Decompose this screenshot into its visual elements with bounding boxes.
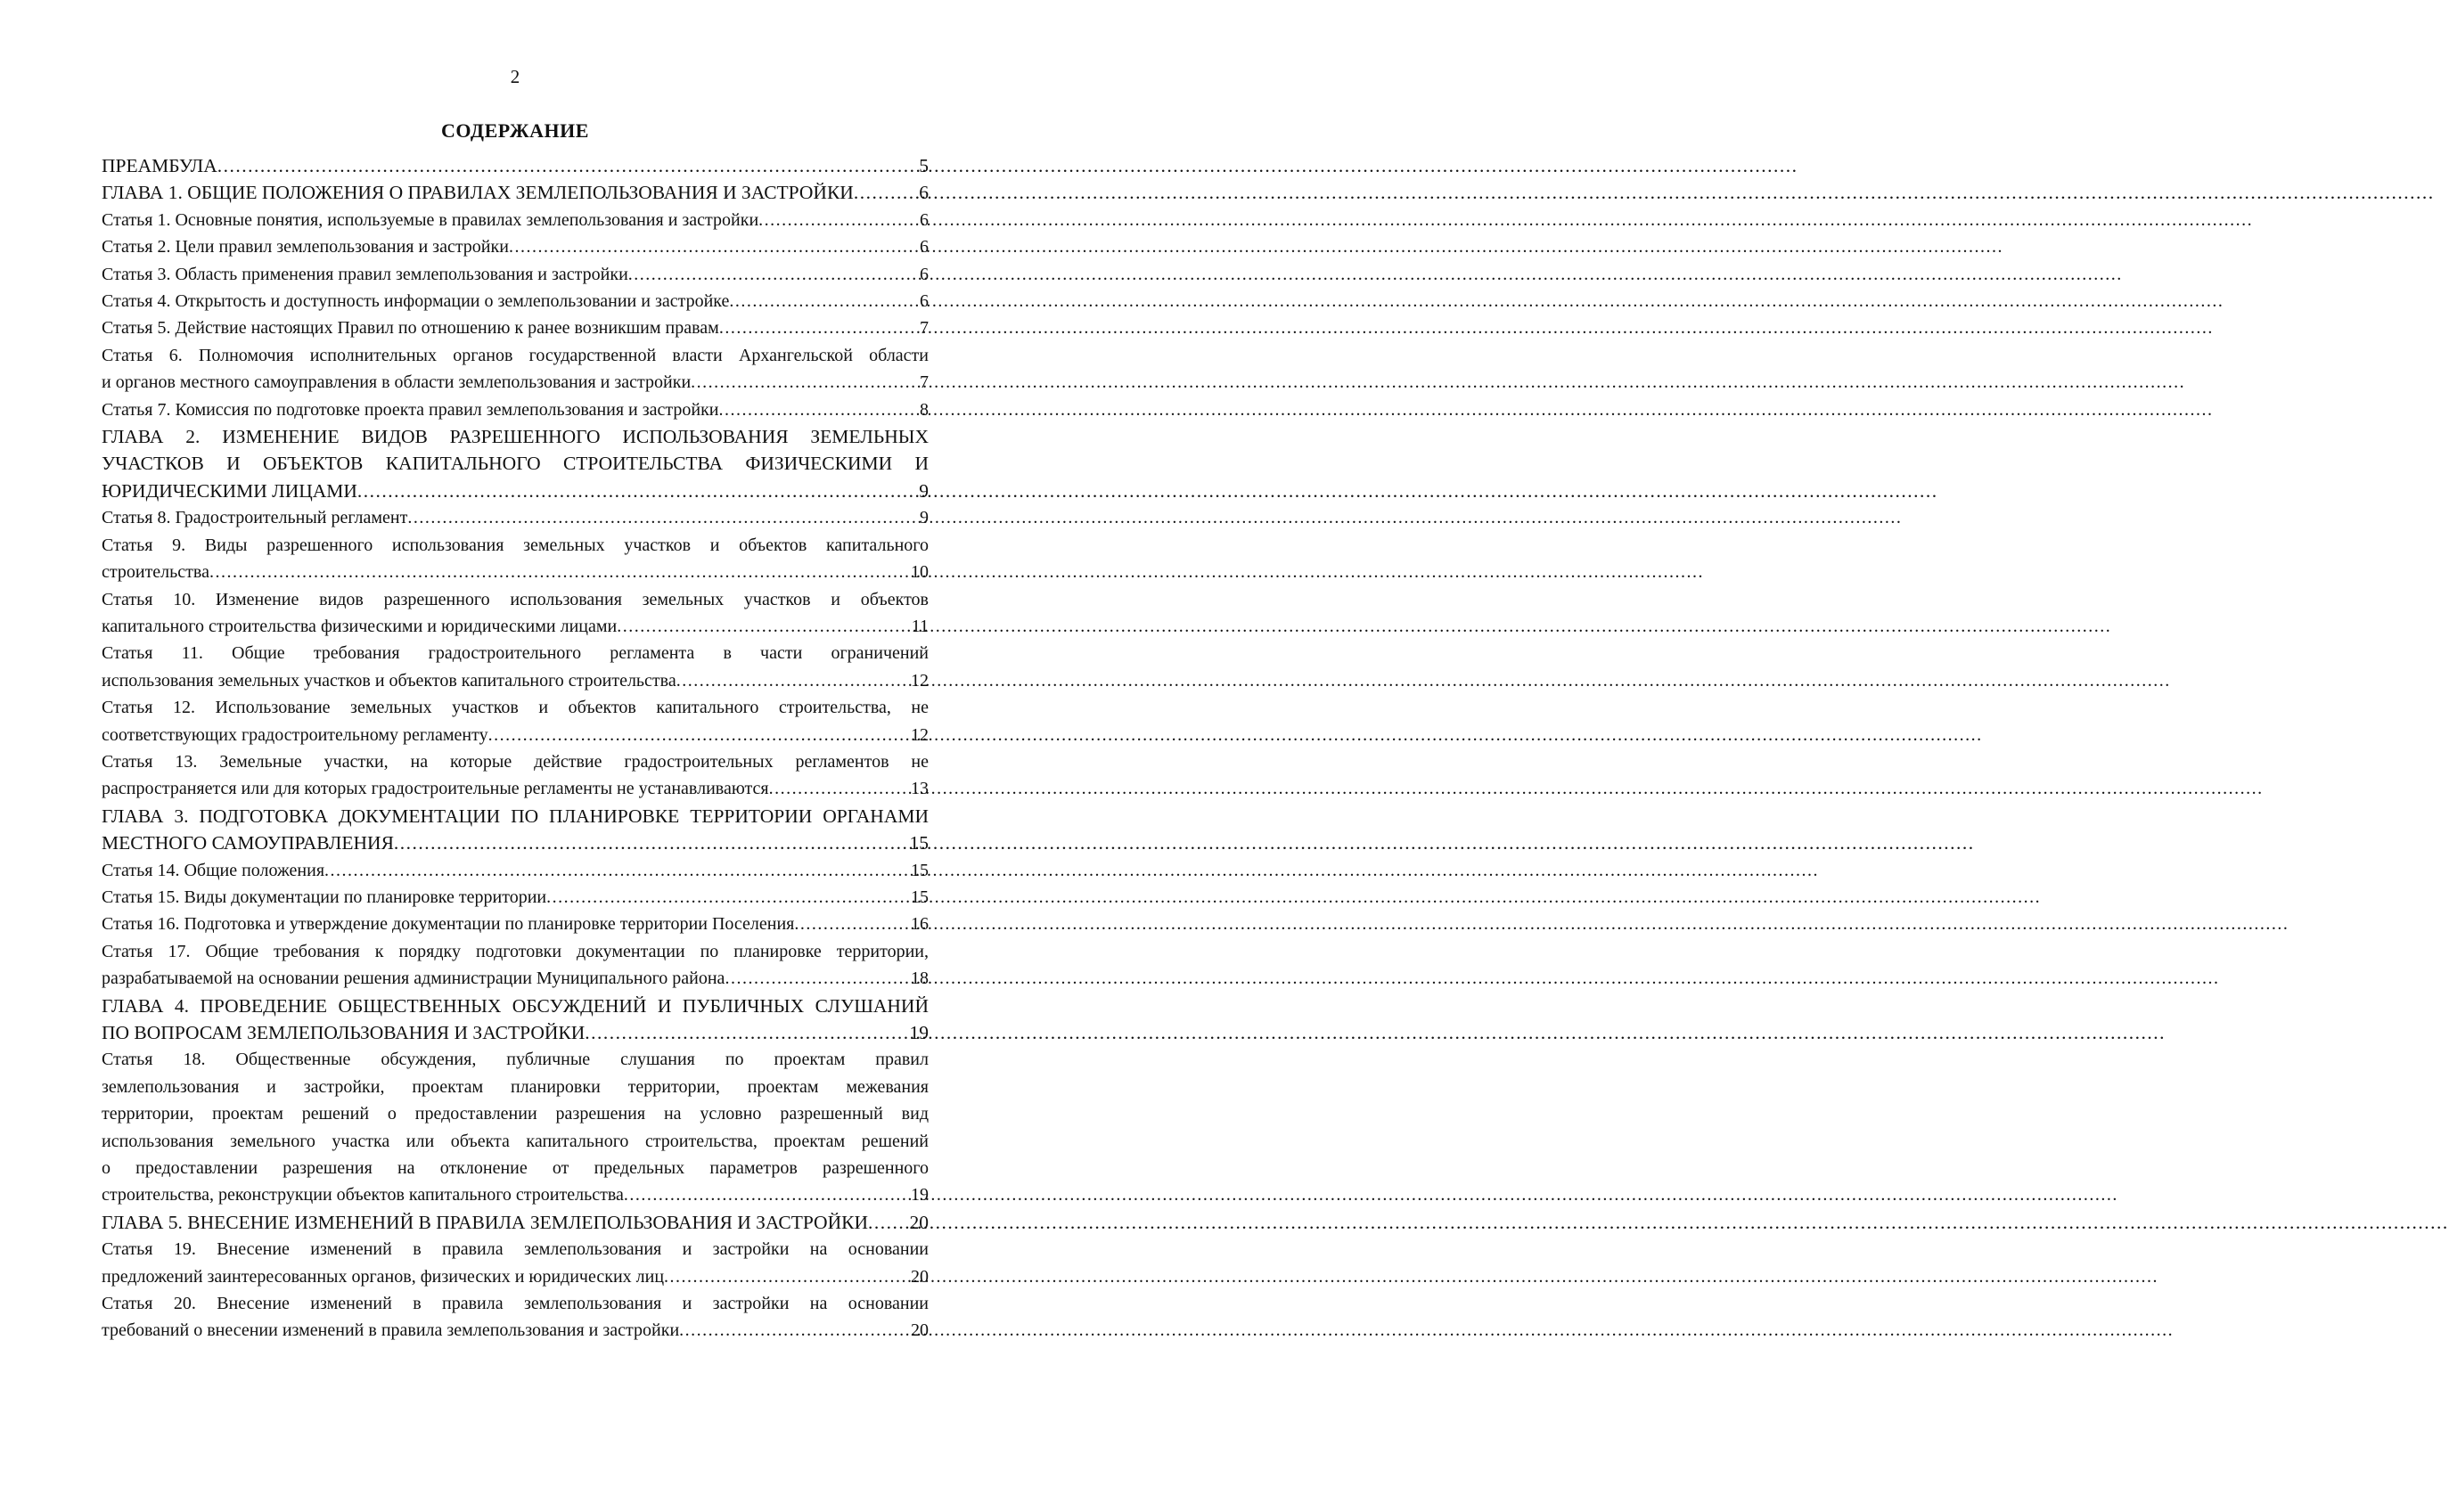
toc-entry-line: Статья 1. Основные понятия, используемые в правилах землепользования и застройки: [102, 209, 759, 230]
toc-dot-leader: [758, 207, 919, 233]
toc-entry-last-line: [102, 1019, 929, 1046]
toc-article-entry[interactable]: [102, 504, 929, 531]
toc-page-number: 5: [919, 155, 929, 176]
toc-entry-last-line: [102, 667, 929, 694]
toc-dot-leader: [679, 1317, 910, 1344]
toc-entry-line: ЮРИДИЧЕСКИМИ ЛИЦАМИ: [102, 479, 357, 502]
toc-entry-line: капитального строительства физическими и юридическими лицами: [102, 616, 618, 636]
table-of-contents: [102, 152, 929, 1344]
toc-article-entry[interactable]: [102, 1290, 929, 1344]
toc-title: СОДЕРЖАНИЕ: [441, 119, 589, 142]
toc-dot-leader: [624, 1181, 910, 1208]
toc-article-entry[interactable]: [102, 586, 929, 641]
toc-entry-line: соответствующих градостроительному регламенту: [102, 724, 488, 745]
toc-page-number: 6: [920, 237, 929, 257]
toc-article-entry[interactable]: [102, 694, 929, 748]
toc-entry-line: ГЛАВА 3. ПОДГОТОВКА ДОКУМЕНТАЦИИ ПО ПЛАНИРОВКЕ ТЕРРИТОРИИ ОРГАНАМИ: [102, 805, 929, 827]
toc-entry-line: Статья 6. Полномочия исполнительных органов государственной власти Архангельской области: [102, 345, 929, 365]
toc-entry-line: Статья 2. Цели правил землепользования и застройки: [102, 237, 509, 257]
toc-entry-line: УЧАСТКОВ И ОБЪЕКТОВ КАПИТАЛЬНОГО СТРОИТЕЛЬСТВА ФИЗИЧЕСКИМИ И: [102, 453, 929, 475]
toc-dot-leader: [217, 152, 918, 179]
toc-entry-line: строительства: [102, 562, 209, 583]
toc-article-entry[interactable]: [102, 233, 929, 260]
toc-entry-line: Статья 15. Виды документации по планировке территории: [102, 887, 547, 907]
toc-article-entry[interactable]: [102, 261, 929, 288]
toc-entry-line: Статья 17. Общие требования к порядку подготовки документации по планировке территории,: [102, 941, 929, 961]
toc-entry-last-line: [102, 911, 929, 937]
toc-entry-last-line: [102, 775, 929, 802]
toc-article-entry[interactable]: [102, 288, 929, 315]
toc-dot-leader: [794, 911, 910, 937]
toc-page-number: 19: [909, 1022, 929, 1043]
toc-entry-line: ПО ВОПРОСАМ ЗЕМЛЕПОЛЬЗОВАНИЯ И ЗАСТРОЙКИ: [102, 1022, 586, 1043]
toc-chapter-entry[interactable]: [102, 179, 929, 206]
toc-dot-leader: [394, 830, 909, 856]
toc-dot-leader: [691, 369, 919, 396]
toc-dot-leader: [324, 857, 910, 884]
toc-article-entry[interactable]: [102, 396, 929, 423]
toc-entry-last-line: [102, 288, 929, 315]
toc-entry-line: Статья 20. Внесение изменений в правила землепользования и застройки на основании: [102, 1294, 929, 1314]
toc-dot-leader: [769, 775, 910, 802]
toc-dot-leader: [546, 884, 910, 911]
toc-page-number: 9: [919, 479, 929, 502]
toc-entry-line: землепользования и застройки, проектам планировки территории, проектам межевания: [102, 1076, 929, 1097]
toc-article-entry[interactable]: [102, 938, 929, 993]
toc-page-number: 7: [920, 318, 929, 339]
toc-page-number: 10: [911, 562, 929, 583]
toc-entry-line: Статья 4. Открытость и доступность информации о землепользовании и застройке: [102, 291, 730, 312]
toc-entry-last-line: [102, 613, 929, 640]
toc-entry-last-line: [102, 369, 929, 396]
toc-chapter-entry[interactable]: [102, 1209, 929, 1236]
toc-dot-leader: [719, 315, 919, 341]
toc-page-number: 15: [911, 887, 929, 907]
toc-dot-leader: [357, 478, 918, 504]
toc-page-number: 6: [920, 209, 929, 230]
toc-page-number: 6: [920, 264, 929, 284]
toc-entry-line: ГЛАВА 2. ИЗМЕНЕНИЕ ВИДОВ РАЗРЕШЕННОГО ИСПОЛЬЗОВАНИЯ ЗЕМЕЛЬНЫХ: [102, 426, 929, 448]
toc-entry-last-line: [102, 722, 929, 748]
toc-page-number: 12: [911, 724, 929, 745]
toc-entry-line: Статья 18. Общественные обсуждения, публичные слушания по проектам правил: [102, 1050, 929, 1070]
toc-entry-line: использования земельного участка или объекта капитального строительства, проектам решений: [102, 1131, 929, 1151]
toc-entry-last-line: [102, 857, 929, 884]
toc-article-entry[interactable]: [102, 1236, 929, 1290]
toc-entry-line: МЕСТНОГО САМОУПРАВЛЕНИЯ: [102, 832, 394, 854]
toc-entry-line: Статья 11. Общие требования градостроительного регламента в части ограничений: [102, 643, 929, 664]
page-number: 2: [510, 66, 520, 87]
toc-dot-leader: [617, 613, 911, 640]
toc-entry-last-line: [102, 1181, 929, 1208]
toc-chapter-entry[interactable]: [102, 152, 929, 179]
toc-entry-line: Статья 16. Подготовка и утверждение документации по планировке территории Поселения: [102, 914, 795, 935]
toc-entry-line: использования земельных участков и объектов капитального строительства: [102, 670, 676, 691]
toc-entry-last-line: [102, 261, 929, 288]
toc-page-number: 12: [911, 670, 929, 691]
toc-article-entry[interactable]: [102, 884, 929, 911]
toc-page-number: 20: [911, 1320, 929, 1341]
toc-article-entry[interactable]: [102, 207, 929, 233]
toc-dot-leader: [407, 504, 919, 531]
toc-dot-leader: [719, 396, 919, 423]
toc-page-number: 9: [920, 508, 929, 528]
toc-article-entry[interactable]: [102, 748, 929, 803]
toc-entry-line: Статья 13. Земельные участки, на которые действие градостроительных регламентов не: [102, 751, 929, 772]
toc-entry-last-line: [102, 478, 929, 504]
toc-page-number: 18: [911, 968, 929, 989]
toc-entry-line: Статья 9. Виды разрешенного использования земельных участков и объектов капитального: [102, 535, 929, 555]
toc-entry-last-line: [102, 233, 929, 260]
toc-dot-leader: [725, 965, 910, 992]
toc-dot-leader: [676, 667, 910, 694]
toc-article-entry[interactable]: [102, 315, 929, 341]
toc-entry-line: требований о внесении изменений в правила землепользования и застройки: [102, 1320, 680, 1341]
toc-article-entry[interactable]: [102, 342, 929, 396]
toc-entry-line: Статья 14. Общие положения: [102, 860, 325, 880]
toc-entry-last-line: [102, 152, 929, 179]
toc-page-number: 6: [920, 291, 929, 312]
toc-entry-line: территории, проектам решений о предоставлении разрешения на условно разрешенный вид: [102, 1104, 929, 1124]
toc-entry-line: о предоставлении разрешения на отклонение от предельных параметров разрешенного: [102, 1158, 929, 1179]
toc-page-number: 8: [920, 399, 929, 420]
toc-article-entry[interactable]: [102, 532, 929, 586]
toc-chapter-entry[interactable]: [102, 423, 929, 504]
toc-page-number: 20: [909, 1211, 929, 1233]
toc-entry-last-line: [102, 559, 929, 585]
toc-entry-line: предложений заинтересованных органов, физических и юридических лиц: [102, 1266, 665, 1287]
toc-page-number: 20: [911, 1266, 929, 1287]
toc-entry-last-line: [102, 884, 929, 911]
toc-page-number: 11: [911, 616, 929, 636]
toc-article-entry[interactable]: [102, 857, 929, 884]
toc-entry-line: ГЛАВА 1. ОБЩИЕ ПОЛОЖЕНИЯ О ПРАВИЛАХ ЗЕМЛЕПОЛЬЗОВАНИЯ И ЗАСТРОЙКИ: [102, 182, 854, 204]
toc-entry-line: ГЛАВА 4. ПРОВЕДЕНИЕ ОБЩЕСТВЕННЫХ ОБСУЖДЕНИЙ И ПУБЛИЧНЫХ СЛУШАНИЙ: [102, 994, 929, 1017]
toc-page-number: 16: [911, 914, 929, 935]
toc-article-entry[interactable]: [102, 1046, 929, 1208]
toc-dot-leader: [209, 559, 910, 585]
toc-dot-leader: [854, 179, 918, 206]
toc-page-number: 19: [911, 1185, 929, 1206]
toc-dot-leader: [488, 722, 910, 748]
toc-dot-leader: [868, 1209, 909, 1236]
toc-entry-last-line: [102, 830, 929, 856]
toc-article-entry[interactable]: [102, 640, 929, 694]
toc-entry-last-line: [102, 1317, 929, 1344]
toc-entry-line: Статья 7. Комиссия по подготовке проекта правил землепользования и застройки: [102, 399, 719, 420]
toc-entry-line: разрабатываемой на основании решения администрации Муниципального района: [102, 968, 725, 989]
toc-entry-line: Статья 8. Градостроительный регламент: [102, 508, 408, 528]
toc-entry-line: строительства, реконструкции объектов капитального строительства: [102, 1185, 624, 1206]
toc-page-number: 15: [911, 860, 929, 880]
toc-page-number: 7: [920, 372, 929, 393]
toc-entry-line: ГЛАВА 5. ВНЕСЕНИЕ ИЗМЕНЕНИЙ В ПРАВИЛА ЗЕМЛЕПОЛЬЗОВАНИЯ И ЗАСТРОЙКИ: [102, 1211, 868, 1233]
toc-entry-last-line: [102, 396, 929, 423]
toc-dot-leader: [509, 233, 919, 260]
toc-page-number: 13: [911, 779, 929, 799]
toc-dot-leader: [729, 288, 919, 315]
toc-entry-last-line: [102, 315, 929, 341]
toc-entry-line: ПРЕАМБУЛА: [102, 155, 217, 176]
toc-entry-line: Статья 19. Внесение изменений в правила землепользования и застройки на основании: [102, 1239, 929, 1260]
toc-entry-line: Статья 5. Действие настоящих Правил по отношению к ранее возникшим правам: [102, 318, 719, 339]
toc-article-entry[interactable]: [102, 911, 929, 937]
toc-entry-last-line: [102, 965, 929, 992]
toc-chapter-entry[interactable]: [102, 803, 929, 857]
toc-entry-line: Статья 10. Изменение видов разрешенного использования земельных участков и объектов: [102, 589, 929, 609]
toc-chapter-entry[interactable]: [102, 993, 929, 1047]
toc-page-number: 15: [909, 832, 929, 854]
toc-entry-last-line: [102, 1263, 929, 1290]
toc-entry-line: Статья 3. Область применения правил землепользования и застройки: [102, 264, 628, 284]
toc-dot-leader: [628, 261, 919, 288]
toc-page-number: 6: [919, 182, 929, 204]
toc-entry-line: распространяется или для которых градостроительные регламенты не устанавливаются: [102, 779, 769, 799]
toc-entry-last-line: [102, 207, 929, 233]
toc-entry-last-line: [102, 179, 929, 206]
toc-entry-last-line: [102, 504, 929, 531]
toc-entry-line: и органов местного самоуправления в области землепользования и застройки: [102, 372, 692, 393]
toc-dot-leader: [664, 1263, 910, 1290]
toc-dot-leader: [585, 1019, 908, 1046]
toc-entry-line: Статья 12. Использование земельных участков и объектов капитального строительства, не: [102, 698, 929, 718]
toc-entry-last-line: [102, 1209, 929, 1236]
